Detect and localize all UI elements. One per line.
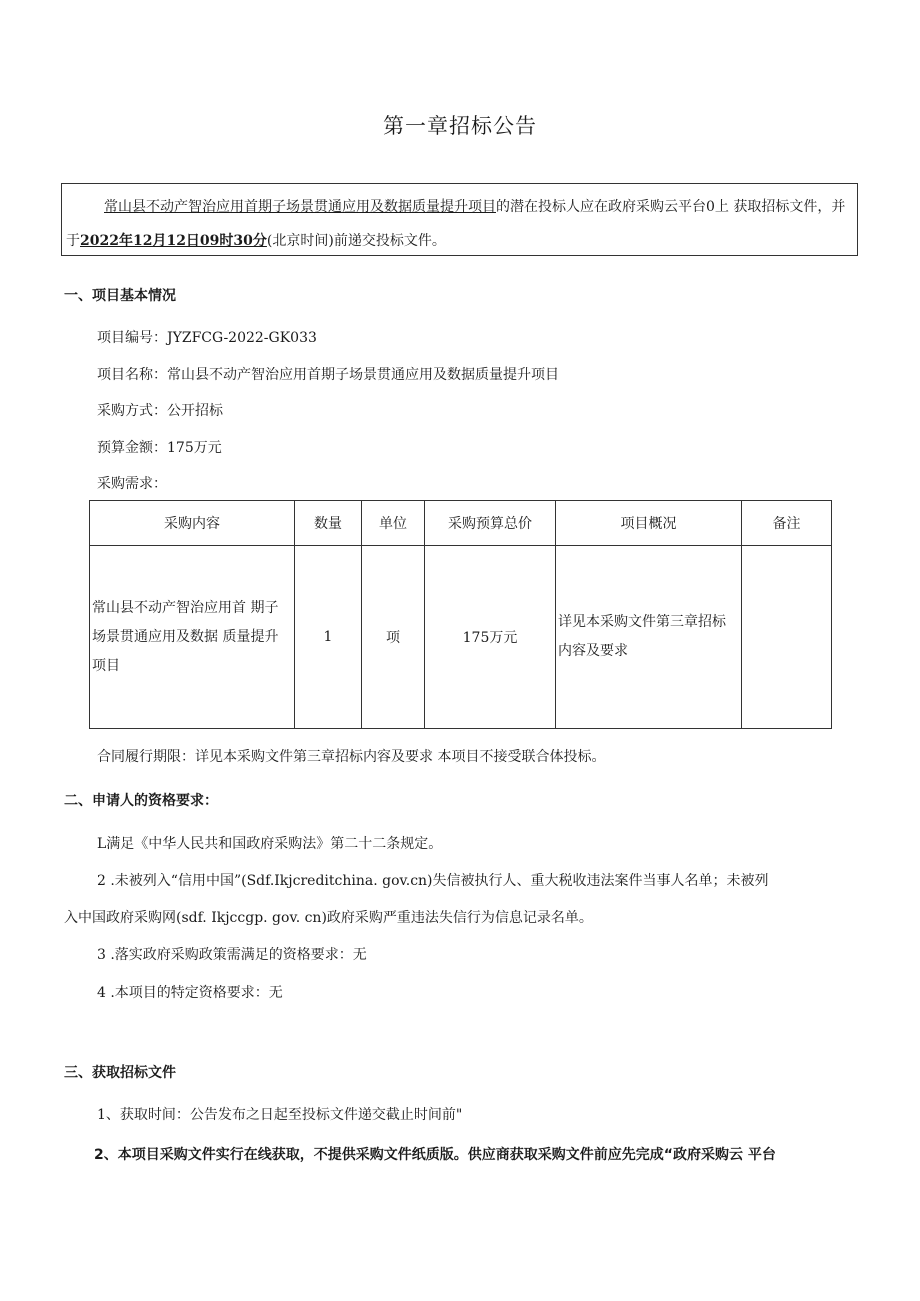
- section-1-heading: 一、项目基本情况: [64, 288, 176, 304]
- qualification-item-2a: 2 .未被列入“信用中国”(Sdf.Ikjcreditchina. gov.cn)失信被执行人、重大税收违法案件当事人名单；未被列: [97, 873, 769, 889]
- procurement-method: 采购方式：公开招标: [97, 403, 223, 419]
- page-title: 第一章招标公告: [383, 114, 537, 138]
- procurement-needs-label: 采购需求：: [97, 476, 167, 492]
- section-2-heading: 二、申请人的资格要求：: [64, 793, 218, 809]
- contract-period: 合同履行期限：详见本采购文件第三章招标内容及要求 本项目不接受联合体投标。: [97, 749, 606, 765]
- notice-box: [61, 183, 858, 256]
- table-header: 采购预算总价: [425, 501, 556, 546]
- qualification-item-4: 4 .本项目的特定资格要求：无: [97, 985, 283, 1001]
- notice-text-1: 的潜在投标人应在政府采购云平台0上 获取招标文件，并于: [66, 199, 846, 249]
- project-name: 项目名称：常山县不动产智治应用首期子场景贯通应用及数据质量提升项目: [97, 367, 559, 383]
- cell-overview: 详见本采购文件第三章招标内容及要求: [556, 546, 742, 729]
- table-header: 单位: [362, 501, 425, 546]
- procurement-table: [89, 500, 832, 729]
- notice-project-name: 常山县不动产智治应用首期子场景贯通应用及数据质量提升项目: [104, 199, 496, 215]
- table-header: 备注: [742, 501, 832, 546]
- table-header: 项目概况: [556, 501, 742, 546]
- notice-deadline: 2022年12月12日09时30分: [80, 233, 267, 249]
- acquire-item-2: 2、本项目采购文件实行在线获取，不提供采购文件纸质版。供应商获取采购文件前应先完成“政府采购云 平台: [94, 1147, 776, 1163]
- table-row: [90, 546, 832, 729]
- table-header: 采购内容: [90, 501, 295, 546]
- table-header: 数量: [295, 501, 362, 546]
- cell-unit: 项: [362, 546, 425, 729]
- qualification-item-2b: 入中国政府采购网(sdf. Ikjccgp. gov. cn)政府采购严重违法失信行为信息记录名单。: [64, 910, 593, 926]
- table-header-row: [90, 501, 832, 546]
- cell-price: 175万元: [425, 546, 556, 729]
- qualification-item-1: L满足《中华人民共和国政府采购法》第二十二条规定。: [97, 836, 443, 852]
- section-3-heading: 三、获取招标文件: [64, 1065, 176, 1081]
- cell-quantity: 1: [295, 546, 362, 729]
- cell-note: [742, 546, 832, 729]
- qualification-item-3: 3 .落实政府采购政策需满足的资格要求：无: [97, 947, 367, 963]
- acquire-item-1: 1、获取时间：公告发布之日起至投标文件递交截止时间前": [97, 1107, 463, 1123]
- notice-text-2: (北京时间)前递交投标文件。: [266, 233, 446, 249]
- project-number: 项目编号：JYZFCG-2022-GK033: [97, 330, 317, 346]
- budget-amount: 预算金额：175万元: [97, 440, 222, 456]
- cell-content: 常山县不动产智治应用首 期子场景贯通应用及数据 质量提升项目: [90, 546, 295, 729]
